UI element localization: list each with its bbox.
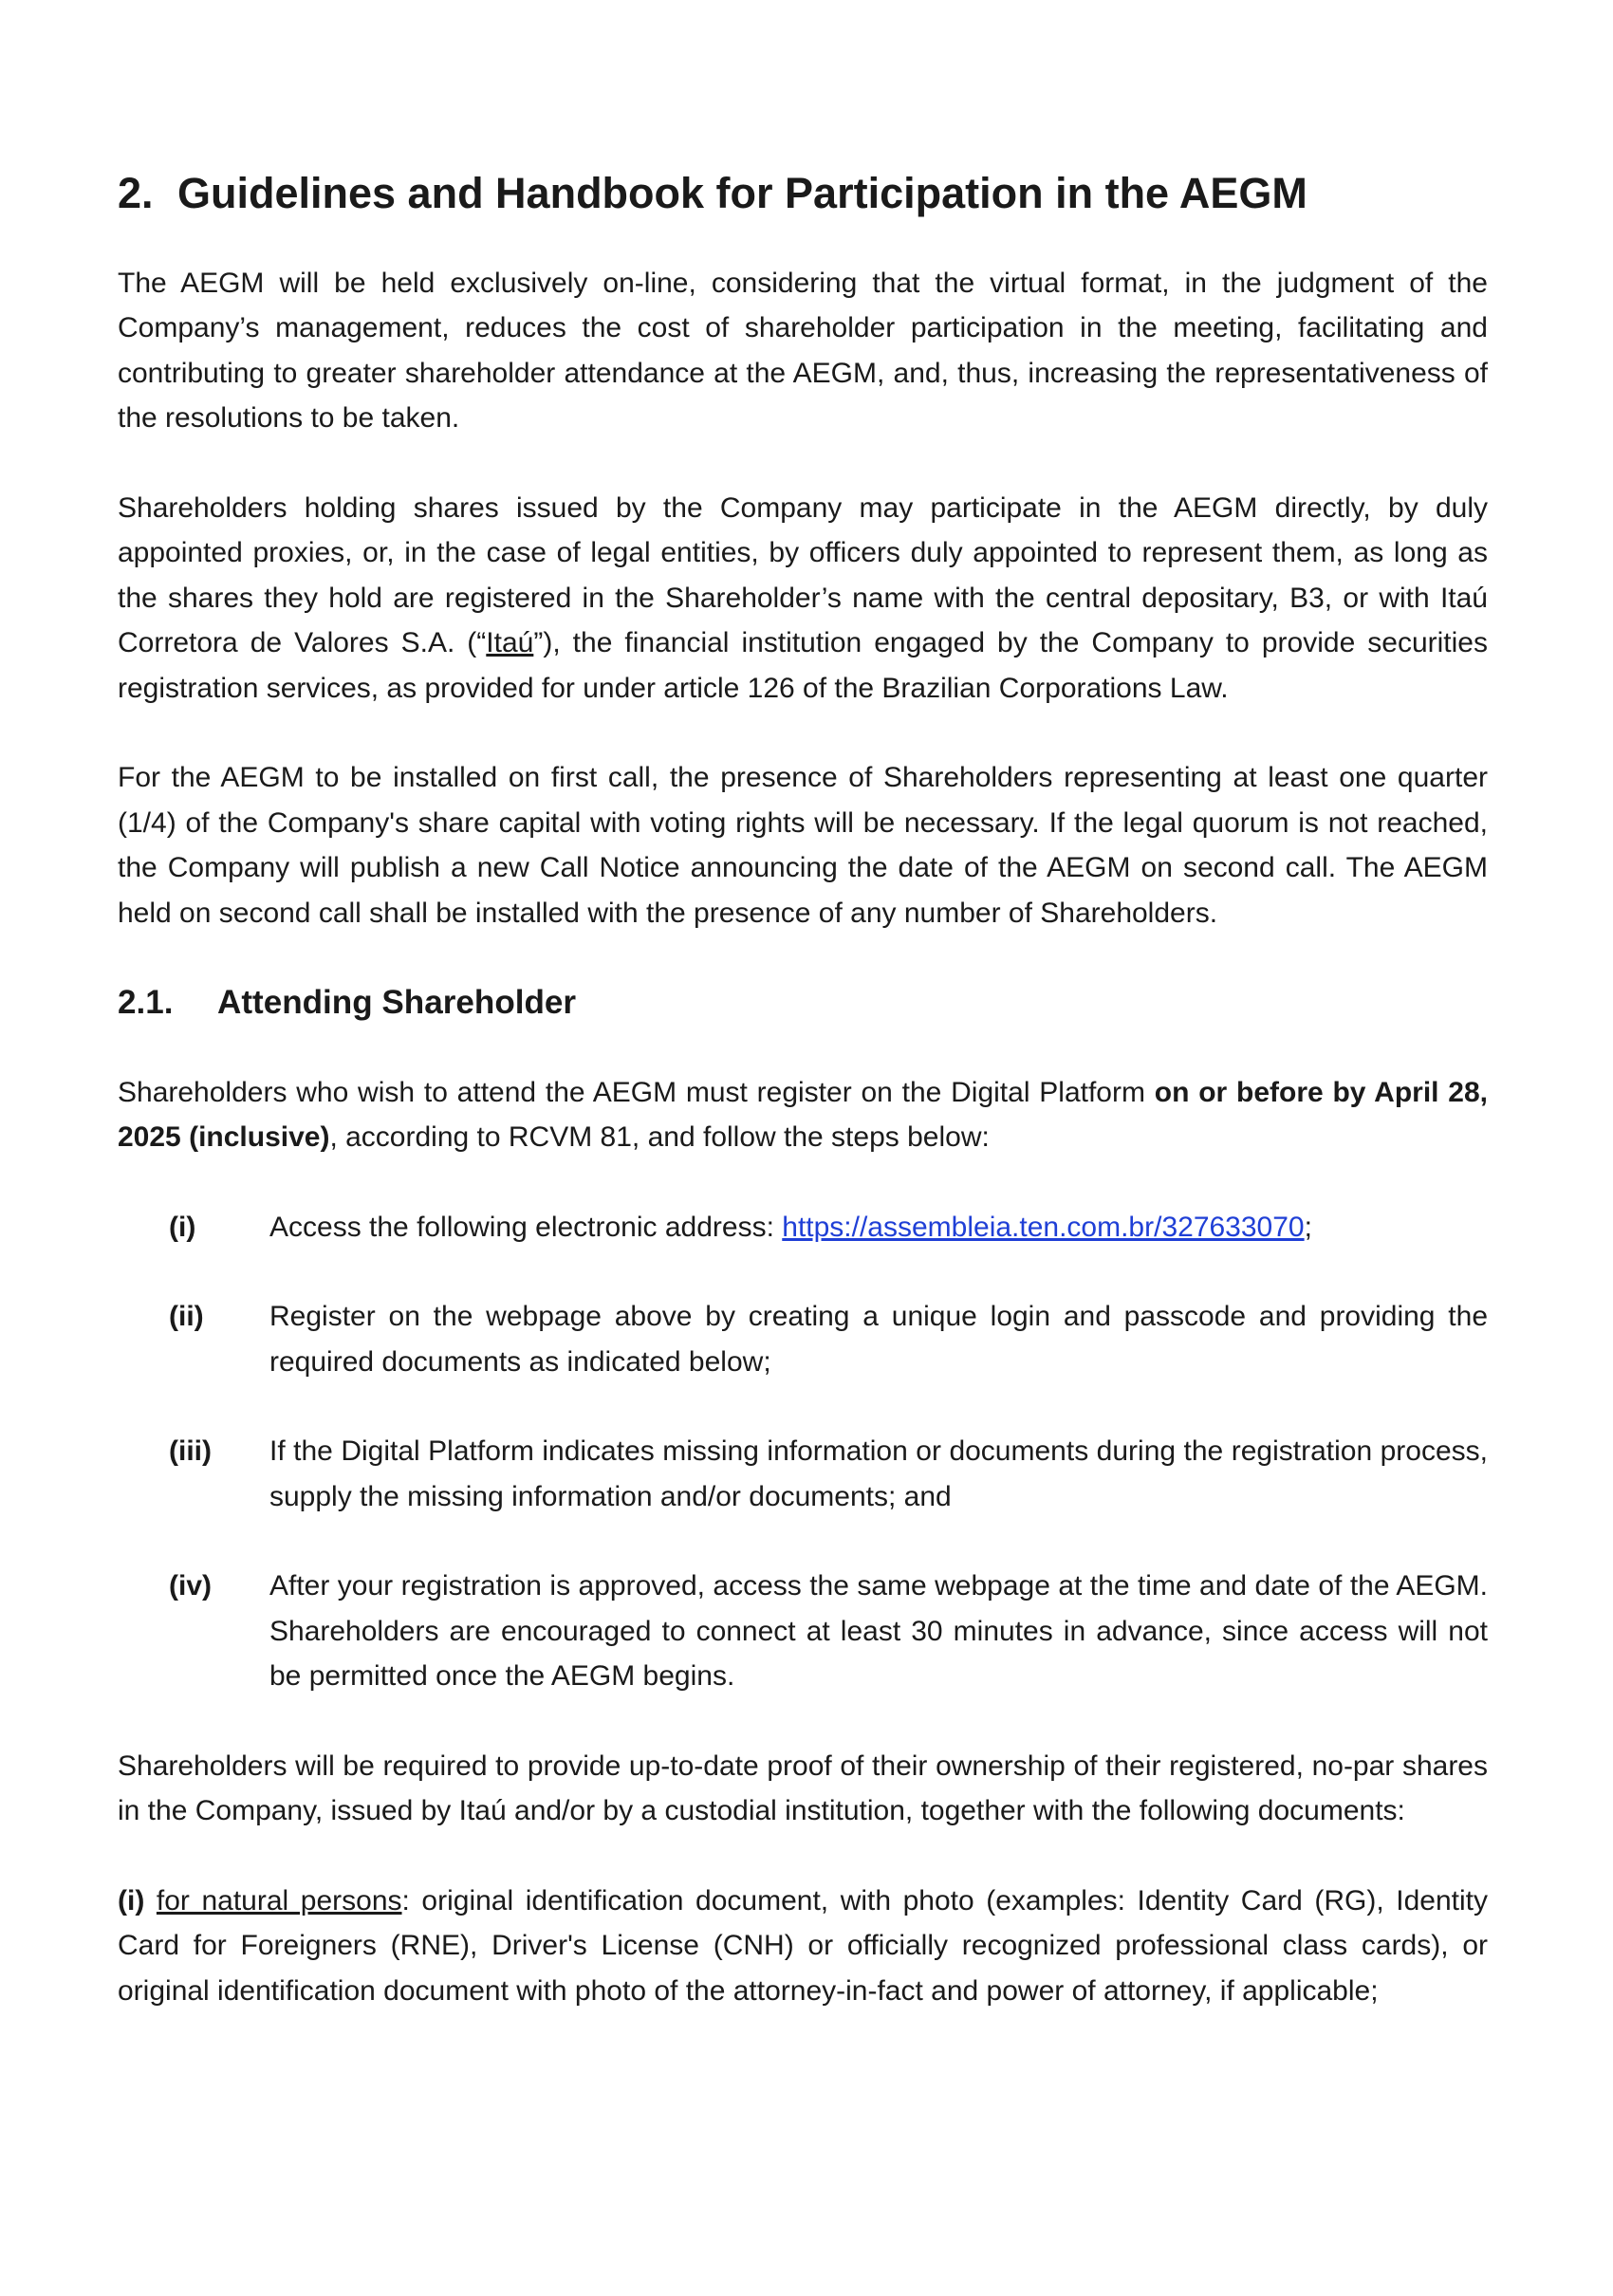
paragraph-proof-of-ownership: Shareholders will be required to provide up-to-date proof of their ownership of their registered, no-par shares in the Company, issued by Itaú and/or by a custodial institution, together with the following documents:: [118, 1750, 1488, 1826]
section-2-1-title: Attending Shareholder: [217, 984, 577, 1021]
paragraph-participation-text-1: Shareholders holding shares issued by the Company may participate in the AEGM directly, by duly appointed proxies, or, in the case of legal entities, by officers duly appointed to represent them, as long as the shares they hold are registered in the Shareholder’s name with the central depositary, B3, or with Itaú Corretora de Valores S.A. (“: [118, 491, 1488, 658]
step-item-i: [118, 1205, 1488, 1250]
natural-persons-marker: (i): [118, 1884, 145, 1916]
paragraph-participation: [118, 486, 1488, 712]
step-item-iv: [118, 1564, 1488, 1699]
paragraph-attending-intro: [118, 1070, 1488, 1160]
attending-intro-text-2: , according to RCVM 81, and follow the steps below:: [329, 1121, 990, 1153]
step-i-text-after: ;: [1304, 1211, 1312, 1243]
paragraph-quorum: For the AEGM to be installed on first call, the presence of Shareholders representing at least one quarter (1/4) of the Company's share capital with voting rights will be necessary. If the legal quorum is not reached, the Company will publish a new Call Notice announcing the date of the AEGM on second call. The AEGM held on second call shall be installed with the presence of any number of Shareholders.: [118, 762, 1488, 929]
step-text: Register on the webpage above by creating a unique login and passcode and providing the required documents as indicated below;: [269, 1301, 1488, 1378]
step-marker: (i): [169, 1211, 196, 1243]
section-2-1-heading: [118, 980, 1488, 1026]
document-page: [118, 171, 1488, 2013]
paragraph-online-format: The AEGM will be held exclusively on-line, considering that the virtual format, in the judgment of the Company’s management, reduces the cost of shareholder participation in the meeting, facilitating and contributing to greater shareholder attendance at the AEGM, and, thus, increasing the representativeness of the resolutions to be taken.: [118, 267, 1488, 434]
assembly-link[interactable]: https://assembleia.ten.com.br/327633070: [782, 1211, 1305, 1243]
step-i-text-before: Access the following electronic address:: [269, 1211, 783, 1243]
section-2-title: Guidelines and Handbook for Participation in the AEGM: [177, 169, 1307, 217]
section-2-heading: [118, 171, 1488, 216]
registration-deadline: on or before by April 28, 2025 (inclusive): [118, 1076, 1488, 1153]
attending-intro-text-1: Shareholders who wish to attend the AEGM must register on the Digital Platform: [118, 1076, 1155, 1108]
step-text: After your registration is approved, access the same webpage at the time and date of the AEGM. Shareholders are encouraged to connect at least 30 minutes in advance, since access will not be permitted once the AEGM begins.: [269, 1570, 1488, 1692]
step-marker: (iii): [169, 1435, 212, 1467]
defined-term-itau: Itaú: [486, 627, 534, 658]
step-text: [269, 1205, 1488, 1250]
step-marker: (ii): [169, 1301, 204, 1332]
step-item-iii: [118, 1429, 1488, 1519]
natural-persons-label: for natural persons: [156, 1884, 402, 1916]
paragraph-participation-text-2: ”), the financial institution engaged by the Company to provide securities registration services, as provided for under article 126 of the Brazilian Corporations Law.: [118, 627, 1488, 704]
step-marker: (iv): [169, 1570, 212, 1602]
step-text: If the Digital Platform indicates missing information or documents during the registration process, supply the missing information and/or documents; and: [269, 1435, 1488, 1512]
natural-persons-text: : original identification document, with photo (examples: Identity Card (RG), Identity Card for Foreigners (RNE), Driver's License (CNH) or officially recognized professional class cards), or original identification document with photo of the attorney-in-fact and power of attorney, if applicable;: [118, 1884, 1489, 2007]
step-item-ii: [118, 1294, 1488, 1384]
paragraph-natural-persons: [118, 1879, 1488, 2014]
section-2-1-number: 2.1.: [118, 984, 174, 1021]
section-2-number: 2.: [118, 169, 154, 217]
